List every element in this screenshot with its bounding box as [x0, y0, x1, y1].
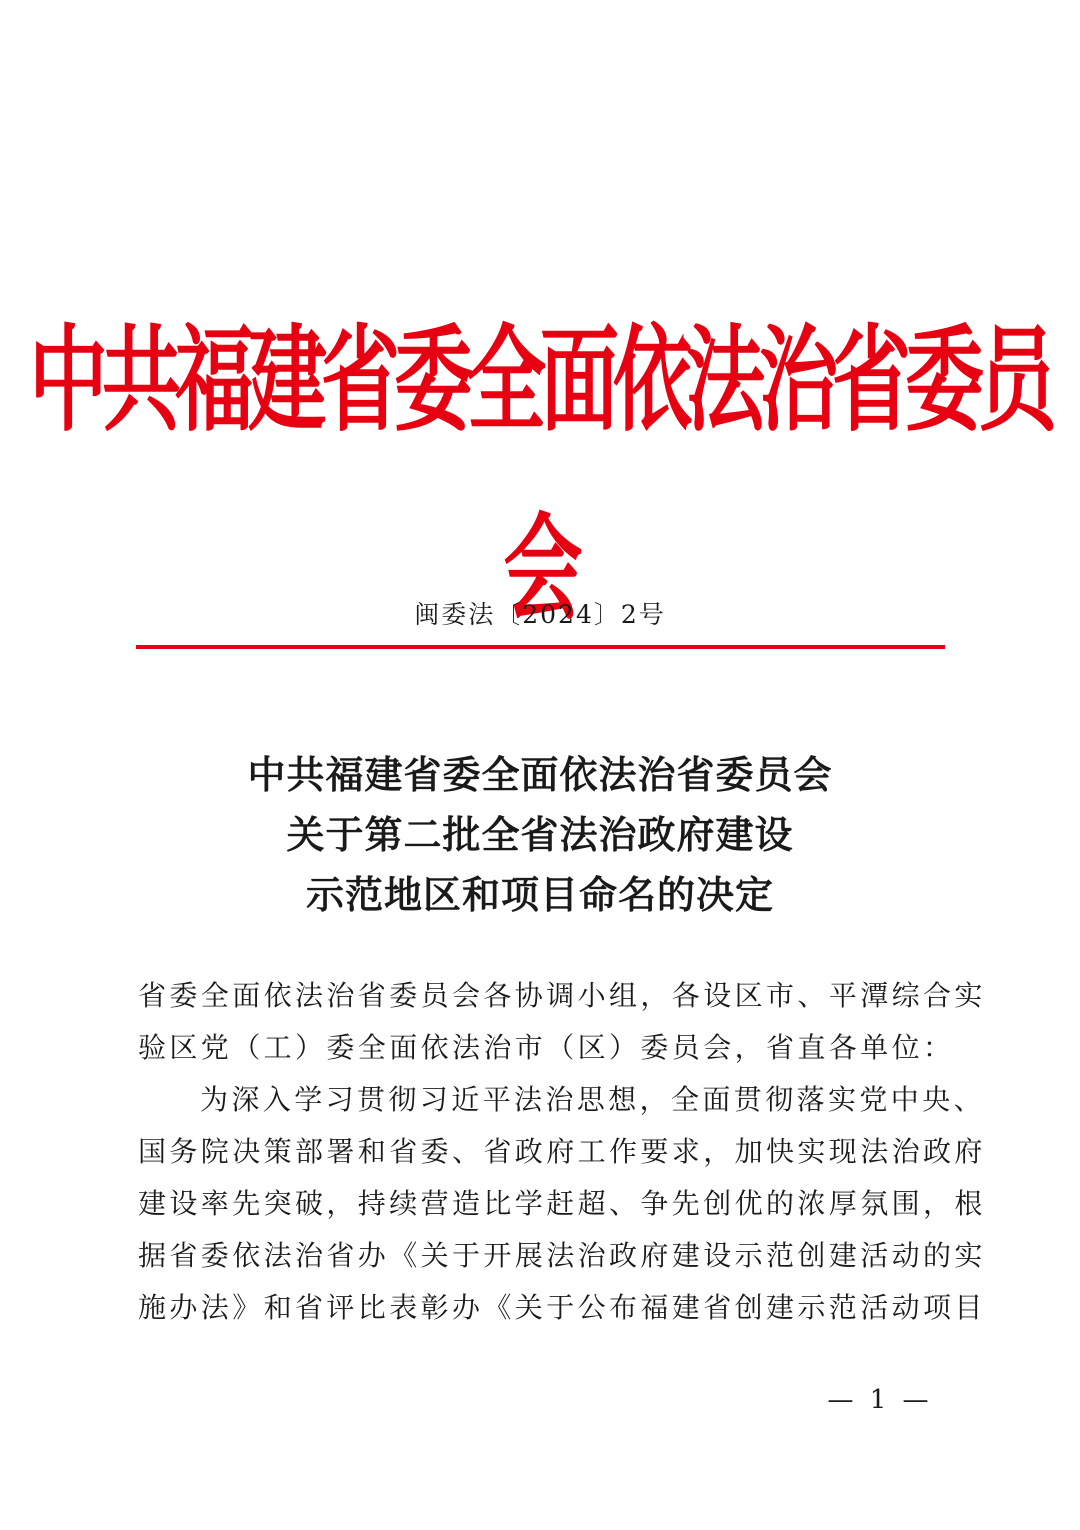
title-line: 中共福建省委全面依法治省委员会 — [247, 752, 833, 797]
red-divider — [136, 645, 945, 649]
paragraph-line: 施办法》和省评比表彰办《关于公布福建省创建示范活动项目 — [138, 1291, 986, 1324]
salutation-line: 验区党（工）委全面依法治市（区）委员会，省直各单位： — [138, 1031, 955, 1064]
document-number: 闽委法〔2024〕2号 — [414, 600, 666, 629]
paragraph-line: 为深入学习贯彻习近平法治思想，全面贯彻落实党中央、 — [200, 1083, 986, 1116]
salutation-line: 省委全面依法治省委员会各协调小组，各设区市、平潭综合实 — [138, 979, 986, 1012]
title-line: 关于第二批全省法治政府建设 — [286, 812, 794, 857]
page-number: — 1 — — [827, 1385, 933, 1415]
document-title — [0, 745, 1080, 925]
paragraph-line: 国务院决策部署和省委、省政府工作要求，加快实现法治政府 — [138, 1135, 986, 1168]
paragraph-line: 建设率先突破，持续营造比学赶超、争先创优的浓厚氛围，根 — [138, 1187, 986, 1220]
body-text — [138, 970, 986, 1334]
issuer-heading: 中共福建省委全面依法治省委员会 — [29, 314, 1051, 636]
paragraph-line: 据省委依法治省办《关于开展法治政府建设示范创建活动的实 — [138, 1239, 986, 1272]
title-line: 示范地区和项目命名的决定 — [305, 872, 774, 917]
